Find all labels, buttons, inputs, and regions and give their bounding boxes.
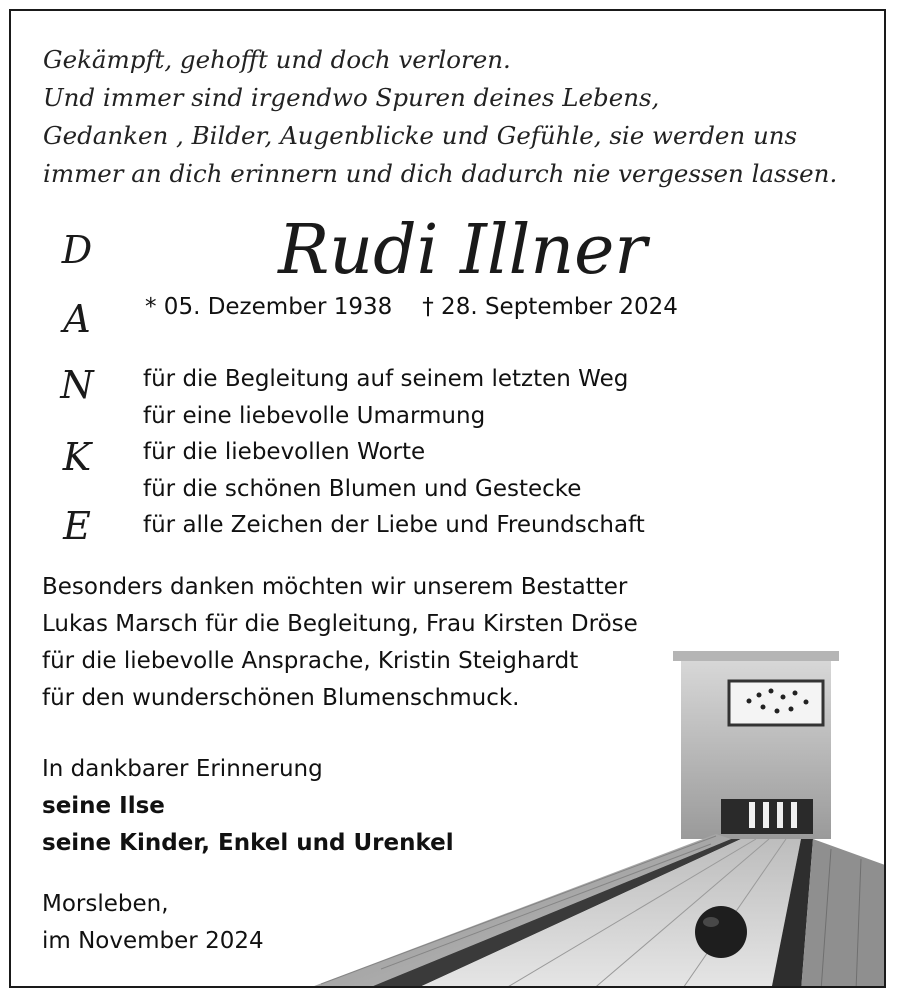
poem xyxy=(43,41,863,193)
poem-line: Gekämpft, gehofft und doch verloren. xyxy=(43,45,511,74)
obituary-frame xyxy=(9,9,886,988)
special-thanks-line: für die liebevolle Ansprache, Kristin Steighardt xyxy=(42,648,579,674)
place-town: Morsleben, xyxy=(42,891,169,917)
thanks-line: für die Begleitung auf seinem letzten Weg xyxy=(143,366,629,392)
danke-letter-d: D xyxy=(61,228,93,272)
signoff xyxy=(42,751,454,862)
family-line: seine Kinder, Enkel und Urenkel xyxy=(42,830,454,856)
danke-letter-n: N xyxy=(60,363,94,407)
danke-letter-k: K xyxy=(62,435,92,479)
thanks-line: für eine liebevolle Umarmung xyxy=(143,402,486,429)
poem-line: Und immer sind irgendwo Spuren deines Lebens, xyxy=(43,83,660,112)
death-date: † 28. September 2024 xyxy=(422,294,678,320)
deceased-name: Rudi Illner xyxy=(278,211,647,290)
thanks-list xyxy=(143,361,645,544)
special-thanks-line: für den wunderschönen Blumenschmuck. xyxy=(42,685,520,711)
danke-letter-e: E xyxy=(63,504,91,548)
family-line: seine Ilse xyxy=(42,793,165,819)
thanks-line: für alle Zeichen der Liebe und Freundschaft xyxy=(143,512,645,538)
signoff-intro: In dankbarer Erinnerung xyxy=(42,756,323,782)
place-date: im November 2024 xyxy=(42,928,264,954)
place-and-date xyxy=(42,886,264,960)
birth-date: * 05. Dezember 1938 xyxy=(145,294,393,320)
thanks-line: für die schönen Blumen und Gestecke xyxy=(143,475,582,502)
poem-line: immer an dich erinnern und dich dadurch nie vergessen lassen. xyxy=(43,159,838,188)
special-thanks-line: Besonders danken möchten wir unserem Bestatter xyxy=(42,574,628,600)
special-thanks-line: Lukas Marsch für die Begleitung, Frau Kirsten Dröse xyxy=(42,611,638,637)
poem-line: Gedanken , Bilder, Augenblicke und Gefühle, sie werden uns xyxy=(43,121,798,150)
life-dates xyxy=(145,291,678,323)
danke-letter-a: A xyxy=(63,297,91,341)
thanks-line: für die liebevollen Worte xyxy=(143,439,426,465)
